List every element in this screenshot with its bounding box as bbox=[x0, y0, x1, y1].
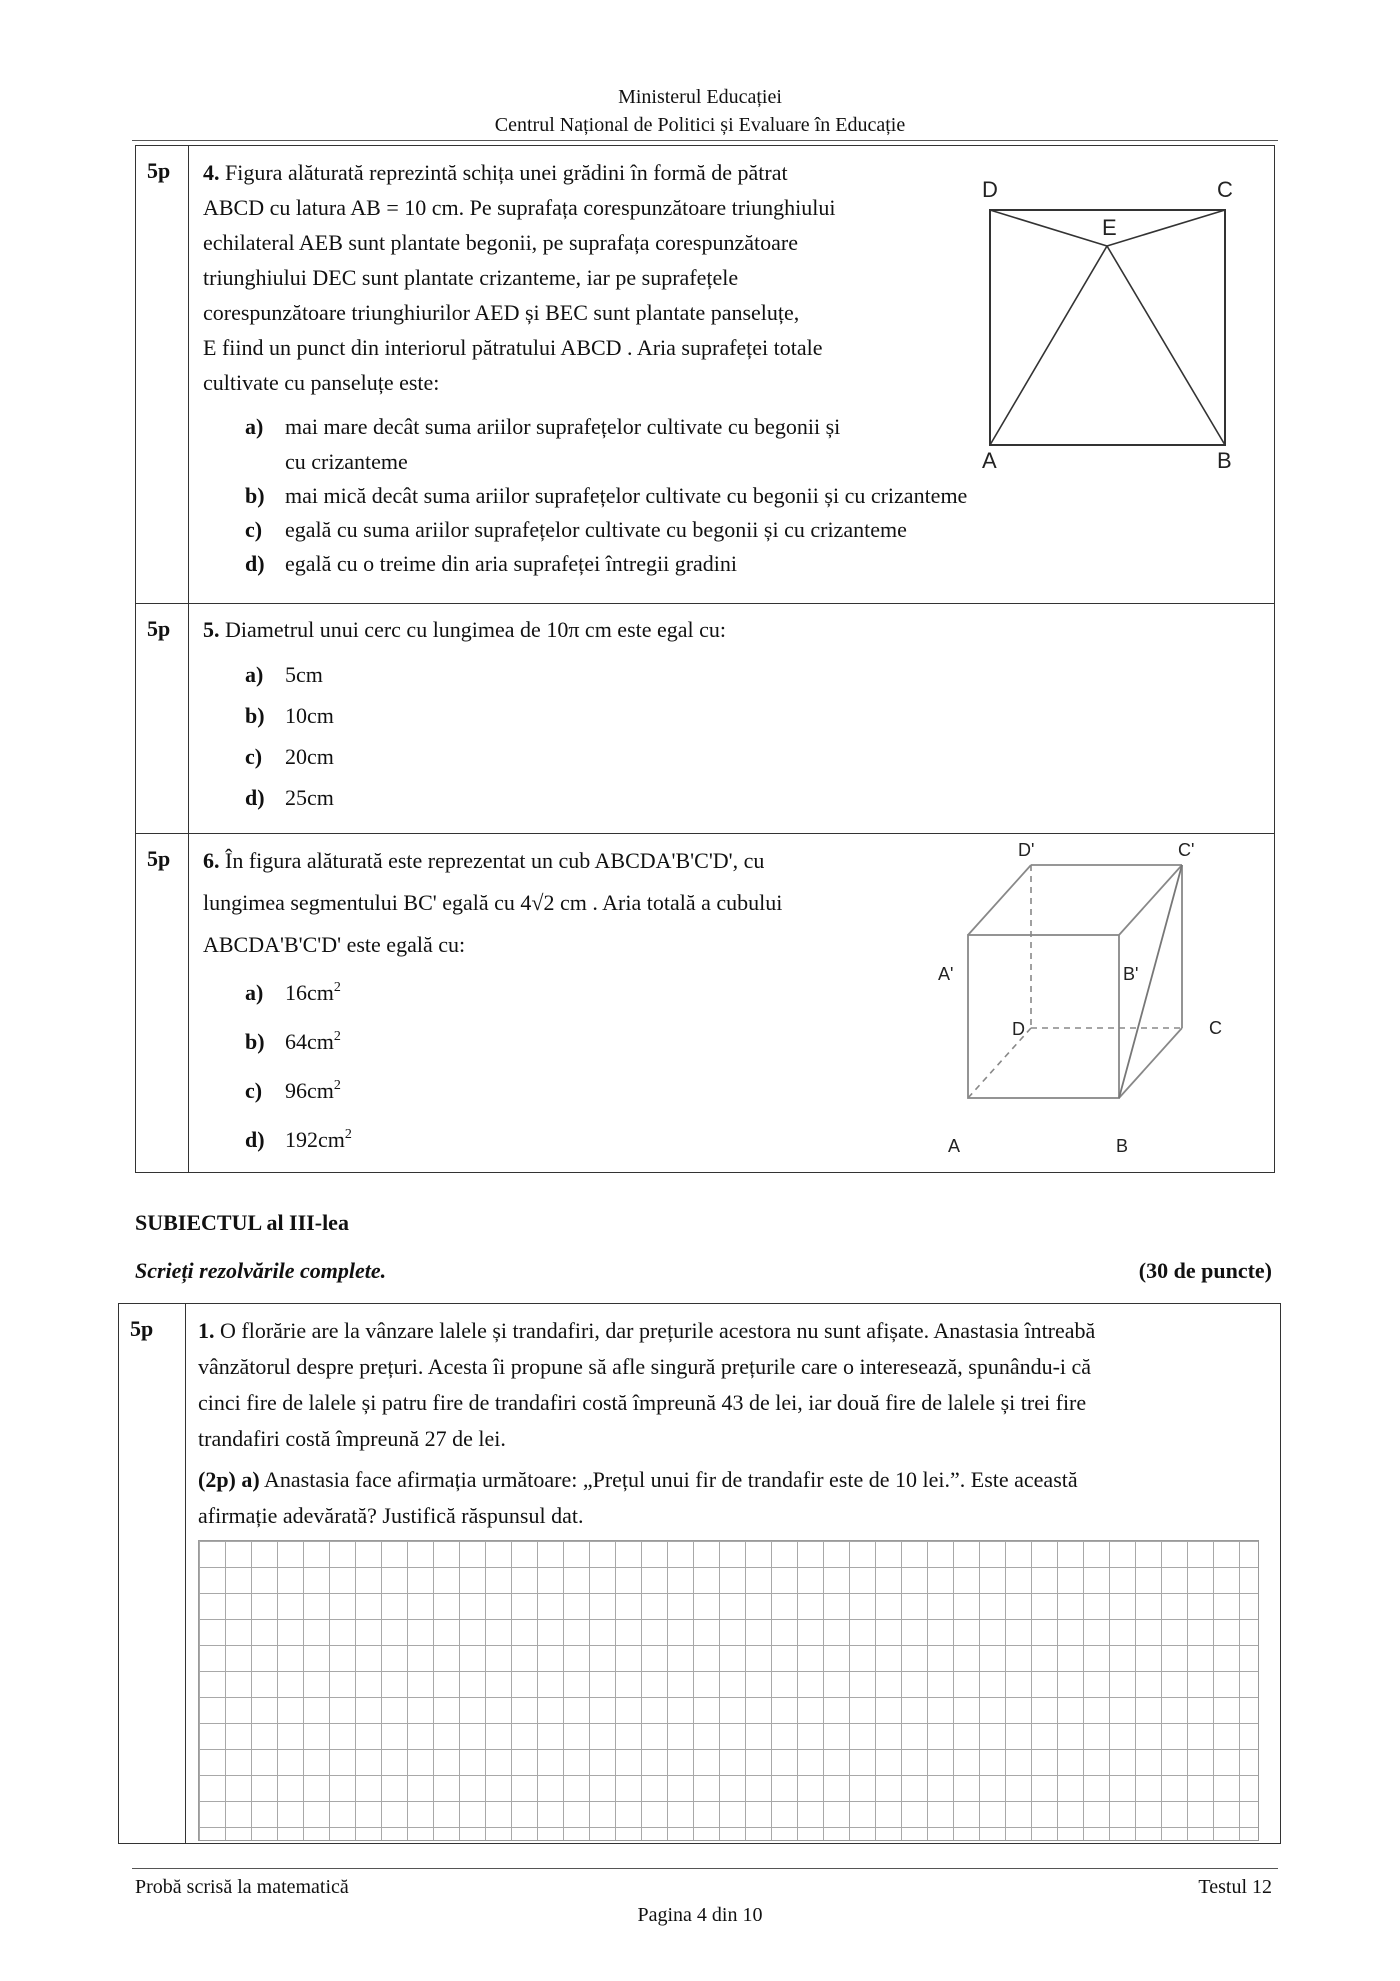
label-d: D bbox=[1012, 1019, 1025, 1039]
p1-part-a-line: Anastasia face afirmația următoare: „Prețul unui fir de trandafir este de 10 lei.”. Este această bbox=[264, 1467, 1078, 1492]
segment-ae bbox=[990, 246, 1107, 445]
section-points: (30 de puncte) bbox=[1138, 1258, 1272, 1283]
q5-option-b bbox=[245, 701, 334, 731]
option-text: 5cm bbox=[285, 662, 323, 687]
q4-number: 4. bbox=[203, 160, 220, 185]
q4-option-c bbox=[245, 515, 907, 545]
label-b-prime: B' bbox=[1123, 964, 1139, 984]
footer-right: Testul 12 bbox=[1198, 1876, 1272, 1898]
option-value: 96cm bbox=[285, 1078, 334, 1103]
q6-statement bbox=[203, 840, 923, 966]
q6-line: În figura alăturată este reprezentat un cub ABCDA'B'C'D', cu bbox=[225, 848, 765, 873]
label-d: D bbox=[982, 177, 998, 202]
page-number: Pagina 4 din 10 bbox=[637, 1904, 763, 1926]
option-letter: d) bbox=[245, 1127, 265, 1152]
q5-option-c bbox=[245, 742, 334, 772]
q4-square-figure bbox=[970, 170, 1240, 480]
p1-line: O florărie are la vânzare lalele și trandafiri, dar prețurile acestora nu sunt afișate. Anastasia întreabă bbox=[220, 1318, 1096, 1343]
q5-statement bbox=[203, 612, 726, 647]
option-letter: d) bbox=[245, 785, 265, 810]
p1-line: cinci fire de lalele și patru fire de trandafiri costă împreună 43 de lei, iar două fire de lalele și trei fire bbox=[198, 1390, 1087, 1415]
q6-line: lungimea segmentului BC' egală cu 4√2 cm . Aria totală a cubului bbox=[203, 890, 783, 915]
segment-ce bbox=[1107, 210, 1225, 246]
segment-be bbox=[1107, 246, 1225, 445]
option-letter: b) bbox=[245, 483, 265, 508]
option-exponent: 2 bbox=[333, 1029, 341, 1044]
option-letter: d) bbox=[245, 551, 265, 576]
q5-text: Diametrul unui cerc cu lungimea de 10π cm este egal cu: bbox=[225, 617, 727, 642]
p1-points: 5p bbox=[130, 1316, 154, 1341]
label-d-prime: D' bbox=[1018, 840, 1035, 860]
option-letter: c) bbox=[245, 1078, 263, 1103]
label-c: C bbox=[1217, 177, 1233, 202]
header-ministry: Ministerul Educației bbox=[618, 86, 782, 108]
segment-de bbox=[990, 210, 1107, 246]
row-divider-4-5 bbox=[135, 603, 1275, 604]
option-value: 64cm bbox=[285, 1029, 334, 1054]
p1-line: vânzătorul despre prețuri. Acesta îi propune să afle singură prețurile care o interesează, spunându-i că bbox=[198, 1354, 1092, 1379]
option-text: egală cu o treime din aria suprafeței întregii gradini bbox=[285, 551, 738, 576]
edge-d1a1 bbox=[968, 865, 1031, 935]
answer-grid[interactable] bbox=[198, 1540, 1259, 1841]
q4-option-d bbox=[245, 549, 737, 579]
option-letter: a) bbox=[245, 662, 264, 687]
section-instruction: Scrieți rezolvările complete. bbox=[135, 1258, 387, 1283]
option-letter: b) bbox=[245, 703, 265, 728]
p1-number: 1. bbox=[198, 1318, 215, 1343]
option-letter: a) bbox=[245, 980, 264, 1005]
q4-line: cultivate cu panseluțe este: bbox=[203, 370, 440, 395]
option-text: 25cm bbox=[285, 785, 334, 810]
p1-part-a-line: afirmație adevărată? Justifică răspunsul dat. bbox=[198, 1503, 584, 1528]
label-a: A bbox=[982, 448, 997, 473]
footer-rule bbox=[132, 1868, 1278, 1869]
label-a-prime: A' bbox=[938, 964, 954, 984]
q5-points: 5p bbox=[147, 616, 171, 641]
q4-line: triunghiului DEC sunt plantate crizanteme, iar pe suprafețele bbox=[203, 265, 739, 290]
option-value: 192cm bbox=[285, 1127, 345, 1152]
q4-line: echilateral AEB sunt plantate begonii, pe suprafața corespunzătoare bbox=[203, 230, 798, 255]
points-column-divider bbox=[188, 145, 189, 1173]
q4-option-a bbox=[245, 412, 840, 442]
option-value: 16cm bbox=[285, 980, 334, 1005]
option-text: 10cm bbox=[285, 703, 334, 728]
q6-cube-figure bbox=[930, 838, 1230, 1168]
label-b: B bbox=[1116, 1136, 1129, 1156]
label-c: C bbox=[1209, 1018, 1222, 1038]
q6-line: ABCDA'B'C'D' este egală cu: bbox=[203, 932, 466, 957]
label-b: B bbox=[1217, 448, 1232, 473]
q4-statement bbox=[203, 155, 963, 400]
p1-line: trandafiri costă împreună 27 de lei. bbox=[198, 1426, 506, 1451]
label-a: A bbox=[948, 1136, 961, 1156]
option-exponent: 2 bbox=[344, 1127, 352, 1142]
footer-left: Probă scrisă la matematică bbox=[135, 1876, 349, 1898]
q6-option-b bbox=[245, 1027, 341, 1057]
option-text: mai mică decât suma ariilor suprafețelor cultivate cu begonii și cu crizanteme bbox=[285, 483, 968, 508]
q4-line: Figura alăturată reprezintă schița unei grădini în formă de pătrat bbox=[225, 160, 788, 185]
q6-option-c bbox=[245, 1076, 341, 1106]
q5-number: 5. bbox=[203, 617, 220, 642]
option-letter: c) bbox=[245, 744, 263, 769]
q5-option-d bbox=[245, 783, 334, 813]
label-e: E bbox=[1102, 215, 1117, 240]
section-title: SUBIECTUL al III-lea bbox=[135, 1210, 349, 1235]
row-divider-5-6 bbox=[135, 833, 1275, 834]
q6-points: 5p bbox=[147, 846, 171, 871]
points-column-divider bbox=[185, 1303, 186, 1844]
p1-statement bbox=[198, 1313, 1268, 1457]
option-letter: a) bbox=[245, 414, 264, 439]
q4-option-b bbox=[245, 481, 967, 511]
q6-option-a bbox=[245, 978, 341, 1008]
option-text: mai mare decât suma ariilor suprafețelor cultivate cu begonii și bbox=[285, 414, 841, 439]
q5-option-a bbox=[245, 660, 323, 690]
q4-option-a-continued: cu crizanteme bbox=[285, 449, 408, 474]
header-rule bbox=[132, 140, 1278, 141]
q4-line: corespunzătoare triunghiurilor AED și BEC sunt plantate panseluțe, bbox=[203, 300, 800, 325]
option-text: egală cu suma ariilor suprafețelor cultivate cu begonii și cu crizanteme bbox=[285, 517, 907, 542]
p1-part-a-label: (2p) a) bbox=[198, 1467, 260, 1492]
q4-line: E fiind un punct din interiorul pătratului ABCD . Aria suprafeței totale bbox=[203, 335, 823, 360]
option-exponent: 2 bbox=[333, 980, 341, 995]
q6-option-d bbox=[245, 1125, 352, 1155]
option-exponent: 2 bbox=[333, 1078, 341, 1093]
label-c-prime: C' bbox=[1178, 840, 1195, 860]
option-letter: b) bbox=[245, 1029, 265, 1054]
q4-points: 5p bbox=[147, 158, 171, 183]
p1-part-a bbox=[198, 1462, 1268, 1534]
option-text: 20cm bbox=[285, 744, 334, 769]
option-letter: c) bbox=[245, 517, 263, 542]
q6-number: 6. bbox=[203, 848, 220, 873]
header-center: Centrul Național de Politici și Evaluare în Educație bbox=[494, 114, 906, 136]
q4-line: ABCD cu latura AB = 10 cm. Pe suprafața corespunzătoare triunghiului bbox=[203, 195, 836, 220]
